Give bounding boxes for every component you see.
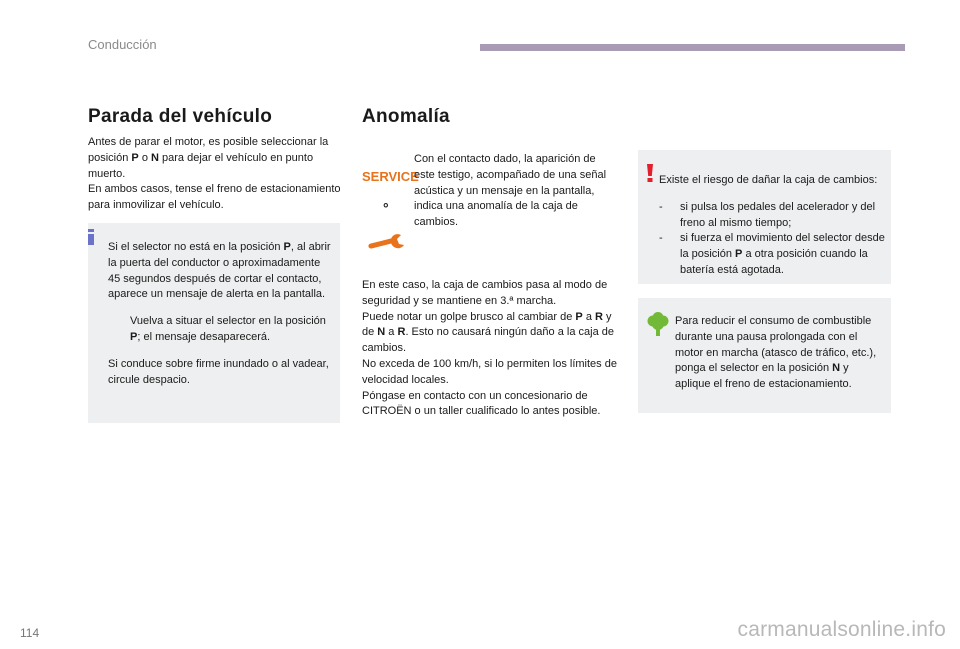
warning-item: - si fuerza el movimiento del selector desde la posición P a otra posición cuando la batería está agotada. (659, 232, 885, 276)
service-wrench-icon (362, 167, 419, 257)
parada-intro-p2: En ambos casos, tense el freno de estacionamiento para inmovilizar el vehículo. (88, 183, 341, 212)
anomalia-body-p1: En este caso, la caja de cambios pasa al modo de seguridad y se mantiene en 3.ª marcha. (362, 279, 608, 307)
eco-box (638, 298, 891, 413)
info-paragraph: Si el selector no está en la posición P, al abrir la puerta del conductor o aproximadamente 45 segundos después de cortar el contacto, aparece un mensaje de alerta en la pantalla. (108, 241, 331, 301)
anomalia-body-p3: No exceda de 100 km/h, si lo permiten los límites de velocidad locales. (362, 357, 617, 386)
eco-box-text: Para reducir el consumo de combustible durante una pausa prolongada con el motor en marcha (atasco de tráfico, etc.), ponga el selector en la posición N y aplique el freno de estacionamiento. (675, 315, 877, 391)
warning-light-description: Con el contacto dado, la aparición de este testigo, acompañado de una señal acústica y un mensaje en la pantalla, indica una anomalía de la caja de cambios. (414, 153, 607, 229)
exclamation-icon (646, 164, 654, 187)
parada-intro (88, 135, 344, 214)
watermark: carmanualsonline.info (737, 618, 946, 641)
warning-box-text (659, 162, 885, 279)
page-number: 114 (20, 626, 40, 640)
section-label: Conducción (88, 37, 157, 52)
service-degree: ° (383, 200, 389, 216)
warning-item: - si pulsa los pedales del acelerador y del freno al mismo tiempo; (659, 200, 876, 229)
service-label: SERVICE (362, 169, 419, 184)
info-step: Vuelva a situar el selector en la posición P; el mensaje desaparecerá. (130, 315, 326, 343)
info-paragraph-2: Si conduce sobre firme inundado o al vadear, circule despacio. (108, 357, 329, 386)
warning-box (638, 150, 891, 284)
anomalia-body-p4: Póngase en contacto con un concesionario de CITROËN o un taller cualificado lo antes posible. (362, 389, 601, 418)
info-icon (86, 229, 96, 245)
eco-tree-icon (647, 312, 669, 341)
anomalia-body (362, 278, 620, 420)
warning-intro: Existe el riesgo de dañar la caja de cambios: (659, 174, 878, 186)
parada-title: Parada del vehículo (88, 106, 273, 127)
info-box-text (108, 229, 334, 399)
anomalia-body-p2: Puede notar un golpe brusco al cambiar de P a R y de N a R. Esto no causará ningún daño a la caja de cambios. (362, 310, 614, 355)
anomalia-title: Anomalía (362, 106, 450, 127)
parada-intro-p1: Antes de parar el motor, es posible seleccionar la posición P o N para dejar el vehículo en punto muerto. (88, 136, 329, 180)
header-accent-bar (480, 44, 905, 51)
info-box (88, 223, 340, 423)
